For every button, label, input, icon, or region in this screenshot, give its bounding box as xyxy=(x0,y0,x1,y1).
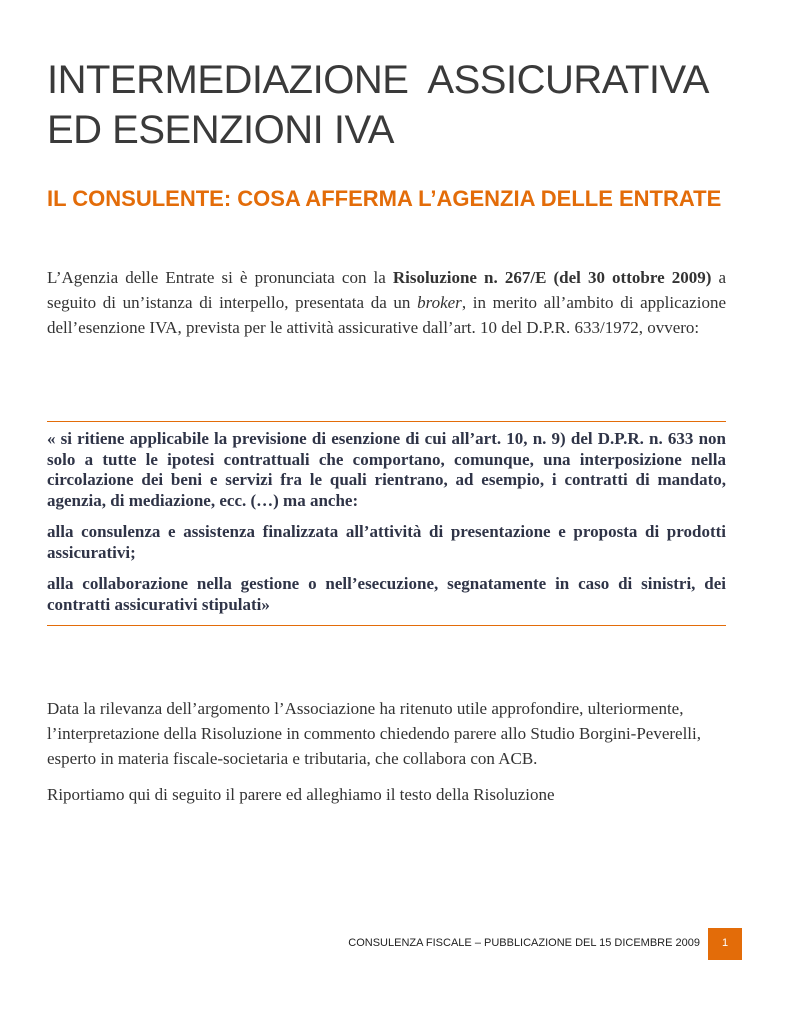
section-heading: IL CONSULENTE: COSA AFFERMA L’AGENZIA DELLE ENTRATE xyxy=(47,186,722,211)
broker-term: broker xyxy=(417,293,462,312)
page-number-badge: 1 xyxy=(708,928,742,960)
title-line-2: ED ESENZIONI IVA xyxy=(47,108,394,152)
body-paragraph-1: Data la rilevanza dell’argomento l’Associazione ha ritenuto utile approfondire, ulteriormente, l’interpretazione della Risoluzione in commento chiedendo parere allo Studio Borgini-Peverelli, esperto in materia fiscale-societaria e tributaria, che collabora con ACB. xyxy=(47,699,701,768)
resolution-reference: Risoluzione n. 267/E (del 30 ottobre 2009) xyxy=(392,268,712,287)
document-title xyxy=(47,55,767,155)
footer-text: CONSULENZA FISCALE – PUBBLICAZIONE DEL 15 DICEMBRE 2009 xyxy=(348,937,700,949)
intro-text-1: L’Agenzia delle Entrate si è pronunciata con la xyxy=(47,268,393,287)
intro-text-2: a seguito di un’istanza di interpello, presentata da un xyxy=(47,268,727,312)
title-line-1: INTERMEDIAZIONE ASSICURATIVA xyxy=(47,58,709,102)
quote-block xyxy=(47,421,726,626)
intro-paragraph xyxy=(47,265,726,340)
quote-paragraph-3: alla collaborazione nella gestione o nell’esecuzione, segnatamente in caso di sinistri, dei contratti assicurativi stipulati» xyxy=(47,574,726,614)
quote-paragraph-1: « si ritiene applicabile la previsione di esenzione di cui all’art. 10, n. 9) del D.P.R. n. 633 non solo a tutte le ipotesi contrattuali che comportano, comunque, una interposizione nella circolazione dei beni e servizi fra le quali rientrano, ad esempio, i contratti di mandato, agenzia, di mediazione, ecc. (…) ma anche: xyxy=(47,429,726,510)
intro-text-3: , in merito all’ambito di applicazione dell’esenzione IVA, prevista per le attività assicurative dall’art. 10 del D.P.R. 633/1972, ovvero: xyxy=(47,293,726,337)
body-section xyxy=(47,696,747,818)
quote-paragraph-2: alla consulenza e assistenza finalizzata all’attività di presentazione e proposta di prodotti assicurativi; xyxy=(47,522,726,562)
body-paragraph-2: Riportiamo qui di seguito il parere ed alleghiamo il testo della Risoluzione xyxy=(47,785,555,804)
